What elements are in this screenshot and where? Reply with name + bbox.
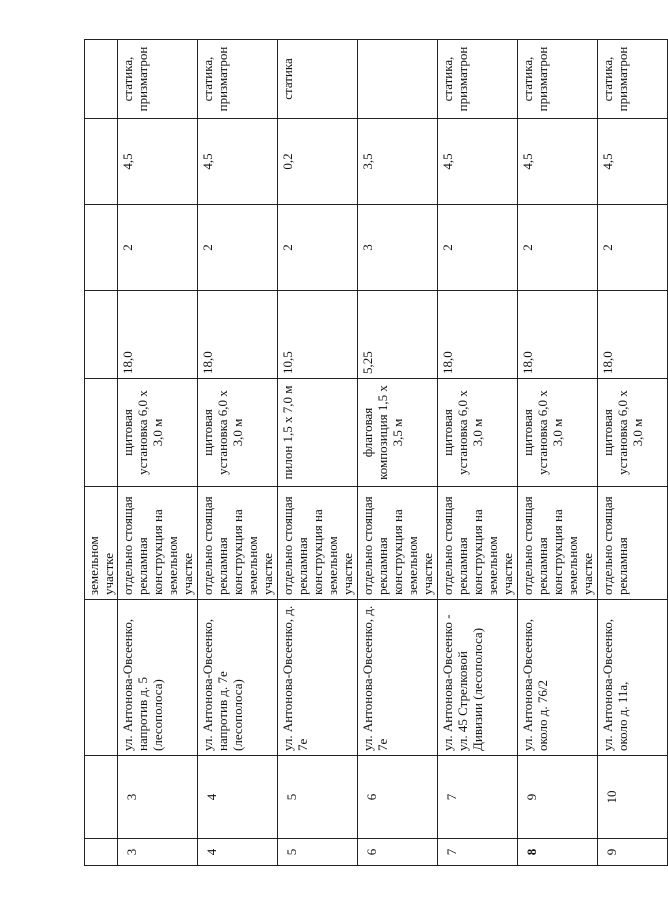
cell-empty: [85, 205, 118, 291]
cell-area: 18,0: [518, 291, 598, 379]
cell-type: пилон 1,5 х 7,0 м: [278, 379, 358, 487]
cell-height: 4,5: [118, 119, 198, 205]
cell-sides: 2: [118, 205, 198, 291]
cell-height: 4,5: [198, 119, 278, 205]
cell-height: 0,2: [278, 119, 358, 205]
table-row: [358, 40, 438, 866]
cell-address: ул. Антонова-Овсеенко, д. 7е: [278, 600, 358, 756]
cell-sides: 2: [278, 205, 358, 291]
cell-address: ул. Антонова-Овсеенко, около д. 76/2: [518, 600, 598, 756]
table-row-continuation: [85, 40, 118, 866]
cell-row-number: 6: [358, 839, 438, 866]
cell-structure: отдельно стоящая рекламная конструкция на земельном участке: [118, 487, 198, 600]
cell-address: ул. Антонова-Овсеенко, д. 7е: [358, 600, 438, 756]
cell-structure: отдельно стоящая рекламная конструкция на земельном участке: [518, 487, 598, 600]
table-row: [118, 40, 198, 866]
cell-id: 4: [198, 756, 278, 839]
cell-empty: [85, 119, 118, 205]
cell-area: 18,0: [598, 291, 668, 379]
cell-sides: 2: [518, 205, 598, 291]
cell-id: 3: [118, 756, 198, 839]
cell-id: 9: [518, 756, 598, 839]
cell-empty: [85, 291, 118, 379]
cell-empty: [85, 839, 118, 866]
cell-structure-continuation: земельном участке: [85, 487, 118, 600]
cell-type: щитовая установка 6,0 х 3,0 м: [438, 379, 518, 487]
cell-row-number: 8: [518, 839, 598, 866]
cell-structure: отдельно стоящая рекламная конструкция на земельном участке: [358, 487, 438, 600]
cell-area: 18,0: [198, 291, 278, 379]
cell-area: 5,25: [358, 291, 438, 379]
cell-type: щитовая установка 6,0 х 3,0 м: [518, 379, 598, 487]
cell-empty: [85, 600, 118, 756]
cell-height: 4,5: [438, 119, 518, 205]
cell-row-number: 9: [598, 839, 668, 866]
cell-sides: 3: [358, 205, 438, 291]
cell-kind: статика, призматрон: [518, 40, 598, 119]
cell-type: щитовая установка 6,0 х 3,0 м: [198, 379, 278, 487]
rotated-table-container: [84, 40, 645, 866]
cell-id: 7: [438, 756, 518, 839]
cell-kind: статика, призматрон: [438, 40, 518, 119]
cell-sides: 2: [598, 205, 668, 291]
cell-type: щитовая установка 6,0 х 3,0 м: [598, 379, 668, 487]
cell-row-number: 7: [438, 839, 518, 866]
cell-row-number: 4: [198, 839, 278, 866]
cell-empty: [85, 756, 118, 839]
cell-structure: отдельно стоящая рекламная: [598, 487, 668, 600]
cell-kind: статика, призматрон: [198, 40, 278, 119]
cell-structure: отдельно стоящая рекламная конструкция на земельном участке: [278, 487, 358, 600]
cell-type: флаговая композиция 1,5 х 3,5 м: [358, 379, 438, 487]
cell-structure: отдельно стоящая рекламная конструкция на земельном участке: [198, 487, 278, 600]
cell-area: 10,5: [278, 291, 358, 379]
cell-area: 18,0: [438, 291, 518, 379]
table-row: [598, 40, 668, 866]
cell-kind: статика: [278, 40, 358, 119]
cell-height: 3,5: [358, 119, 438, 205]
cell-height: 4,5: [518, 119, 598, 205]
cell-address: ул. Антонова-Овсеенко, напротив д. 5 (лесополоса): [118, 600, 198, 756]
table-row: [278, 40, 358, 866]
cell-address: ул. Антонова-Овсеенко - ул. 45 Стрелковой Дивизии (лесополоса): [438, 600, 518, 756]
cell-area: 18,0: [118, 291, 198, 379]
cell-empty: [85, 40, 118, 119]
cell-height: 4,5: [598, 119, 668, 205]
cell-kind: статика, призматрон: [118, 40, 198, 119]
table-row: [438, 40, 518, 866]
cell-id: 6: [358, 756, 438, 839]
table-row: [518, 40, 598, 866]
cell-structure: отдельно стоящая рекламная конструкция на земельном участке: [438, 487, 518, 600]
advertising-structures-table: [84, 39, 668, 866]
cell-kind: статика, призматрон: [598, 40, 668, 119]
cell-address: ул. Антонова-Овсеенко, напротив д. 7е (лесополоса): [198, 600, 278, 756]
table-row: [198, 40, 278, 866]
cell-address: ул. Антонова-Овсеенко, около д. 11а,: [598, 600, 668, 756]
cell-row-number: 5: [278, 839, 358, 866]
cell-empty: [85, 379, 118, 487]
cell-type: щитовая установка 6,0 х 3,0 м: [118, 379, 198, 487]
cell-id: 5: [278, 756, 358, 839]
cell-id: 10: [598, 756, 668, 839]
cell-kind: [358, 40, 438, 119]
cell-sides: 2: [438, 205, 518, 291]
cell-row-number: 3: [118, 839, 198, 866]
cell-sides: 2: [198, 205, 278, 291]
